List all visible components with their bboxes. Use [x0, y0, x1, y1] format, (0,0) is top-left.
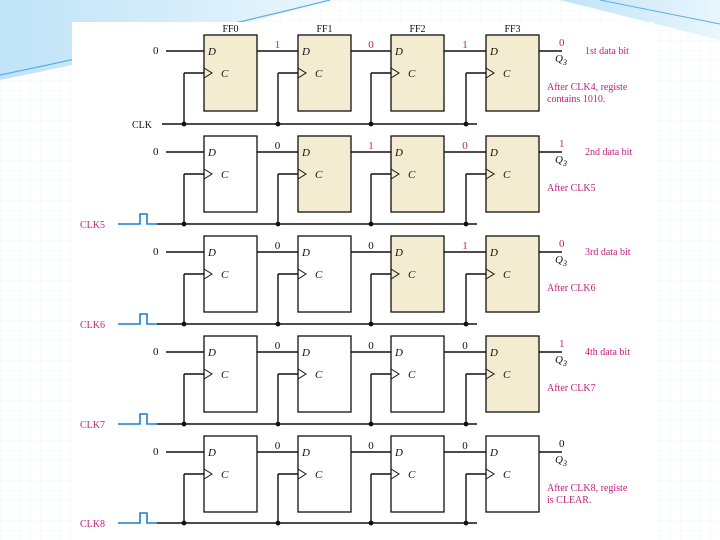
- register-row-3: [80, 236, 631, 331]
- data-bit-label: 1st data bit: [585, 46, 629, 57]
- data-bit-label: 3rd data bit: [585, 247, 631, 258]
- clock-junction-dot: [369, 122, 374, 127]
- note-line-1: contains 1010.: [547, 94, 606, 105]
- pin-c-label: C: [408, 369, 416, 381]
- pin-c-label: C: [503, 369, 511, 381]
- output-value: 0: [559, 238, 565, 250]
- register-row-1: [132, 35, 629, 131]
- ff-header-3: FF3: [504, 24, 521, 35]
- pin-c-label: C: [408, 169, 416, 181]
- link-value-1: 0: [368, 39, 374, 51]
- clock-junction-dot: [369, 222, 374, 227]
- clock-junction-dot: [276, 521, 281, 526]
- pin-d-label: D: [395, 247, 403, 259]
- pin-c-label: C: [408, 269, 416, 281]
- pin-d-label: D: [395, 147, 403, 159]
- clock-label: CLK8: [80, 519, 105, 530]
- pin-d-label: D: [490, 247, 498, 259]
- link-value-2: 0: [462, 440, 468, 452]
- ff-header-0: FF0: [222, 24, 239, 35]
- link-value-2: 1: [462, 240, 468, 252]
- pin-c-label: C: [315, 369, 323, 381]
- pin-c-label: C: [503, 269, 511, 281]
- pin-d-label: D: [395, 46, 403, 58]
- pin-d-label: D: [302, 447, 310, 459]
- pin-c-label: C: [221, 269, 229, 281]
- output-value: 1: [559, 138, 565, 150]
- q-output-label: $Q_3$: [555, 354, 567, 368]
- pin-d-label: D: [208, 247, 216, 259]
- clock-pulse-icon: [118, 214, 157, 224]
- link-value-1: 0: [368, 240, 374, 252]
- output-value: 0: [559, 37, 565, 49]
- shift-register-diagram: [72, 22, 654, 540]
- serial-input-value: 0: [153, 246, 159, 258]
- output-value: 0: [559, 438, 565, 450]
- pin-c-label: C: [221, 68, 229, 80]
- clock-junction-dot: [464, 422, 469, 427]
- pin-c-label: C: [503, 68, 511, 80]
- output-value: 1: [559, 338, 565, 350]
- note-line-0: After CLK6: [547, 283, 596, 294]
- pin-c-label: C: [221, 469, 229, 481]
- pin-d-label: D: [208, 147, 216, 159]
- data-bit-label: 4th data bit: [585, 347, 630, 358]
- q-output-label: $Q_3$: [555, 154, 567, 168]
- pin-d-label: D: [302, 347, 310, 359]
- link-value-1: 1: [368, 140, 374, 152]
- ff-header-1: FF1: [316, 24, 333, 35]
- clock-label: CLK: [132, 120, 152, 131]
- pin-d-label: D: [302, 147, 310, 159]
- note-line-0: After CLK4, registe: [547, 82, 628, 93]
- pin-d-label: D: [490, 447, 498, 459]
- pin-d-label: D: [208, 46, 216, 58]
- clock-label: CLK5: [80, 220, 105, 231]
- pin-d-label: D: [395, 347, 403, 359]
- pin-c-label: C: [408, 68, 416, 80]
- pin-c-label: C: [408, 469, 416, 481]
- register-row-4: [80, 336, 630, 431]
- clock-label: CLK7: [80, 420, 105, 431]
- pin-c-label: C: [315, 269, 323, 281]
- pin-c-label: C: [315, 169, 323, 181]
- pin-d-label: D: [302, 46, 310, 58]
- link-value-2: 0: [462, 140, 468, 152]
- pin-d-label: D: [302, 247, 310, 259]
- link-value-2: 0: [462, 340, 468, 352]
- pin-d-label: D: [490, 46, 498, 58]
- pin-d-label: D: [490, 147, 498, 159]
- link-value-1: 0: [368, 340, 374, 352]
- clock-junction-dot: [464, 222, 469, 227]
- pin-c-label: C: [221, 369, 229, 381]
- note-line-0: After CLK7: [547, 383, 596, 394]
- pin-d-label: D: [490, 347, 498, 359]
- clock-pulse-icon: [118, 314, 157, 324]
- link-value-2: 1: [462, 39, 468, 51]
- pin-c-label: C: [315, 469, 323, 481]
- clock-junction-dot: [276, 322, 281, 327]
- register-row-2: [80, 136, 632, 231]
- pin-c-label: C: [315, 68, 323, 80]
- clock-junction-dot: [276, 222, 281, 227]
- pin-d-label: D: [208, 447, 216, 459]
- serial-input-value: 0: [153, 446, 159, 458]
- serial-input-value: 0: [153, 146, 159, 158]
- clock-junction-dot: [369, 521, 374, 526]
- clock-label: CLK6: [80, 320, 105, 331]
- note-line-0: After CLK8, registe: [547, 483, 628, 494]
- register-row-5: [80, 436, 628, 530]
- note-line-0: After CLK5: [547, 183, 596, 194]
- serial-input-value: 0: [153, 45, 159, 57]
- pin-c-label: C: [221, 169, 229, 181]
- pin-c-label: C: [503, 469, 511, 481]
- clock-junction-dot: [464, 322, 469, 327]
- clock-pulse-icon: [118, 414, 157, 424]
- clock-pulse-icon: [118, 513, 157, 523]
- note-line-1: is CLEAR.: [547, 495, 592, 506]
- clock-junction-dot: [369, 422, 374, 427]
- pin-d-label: D: [395, 447, 403, 459]
- clock-junction-dot: [464, 122, 469, 127]
- data-bit-label: 2nd data bit: [585, 147, 633, 158]
- link-value-0: 0: [274, 240, 281, 252]
- link-value-0: 0: [274, 140, 281, 152]
- q-output-label: $Q_3$: [555, 454, 567, 468]
- link-value-0: 0: [274, 440, 281, 452]
- clock-junction-dot: [369, 322, 374, 327]
- link-value-0: 1: [274, 39, 281, 51]
- q-output-label: $Q_3$: [555, 53, 567, 67]
- clock-junction-dot: [276, 422, 281, 427]
- link-value-0: 0: [274, 340, 281, 352]
- clock-junction-dot: [276, 122, 281, 127]
- pin-d-label: D: [208, 347, 216, 359]
- link-value-1: 0: [368, 440, 374, 452]
- ff-header-2: FF2: [409, 24, 426, 35]
- pin-c-label: C: [503, 169, 511, 181]
- clock-junction-dot: [464, 521, 469, 526]
- serial-input-value: 0: [153, 346, 159, 358]
- q-output-label: $Q_3$: [555, 254, 567, 268]
